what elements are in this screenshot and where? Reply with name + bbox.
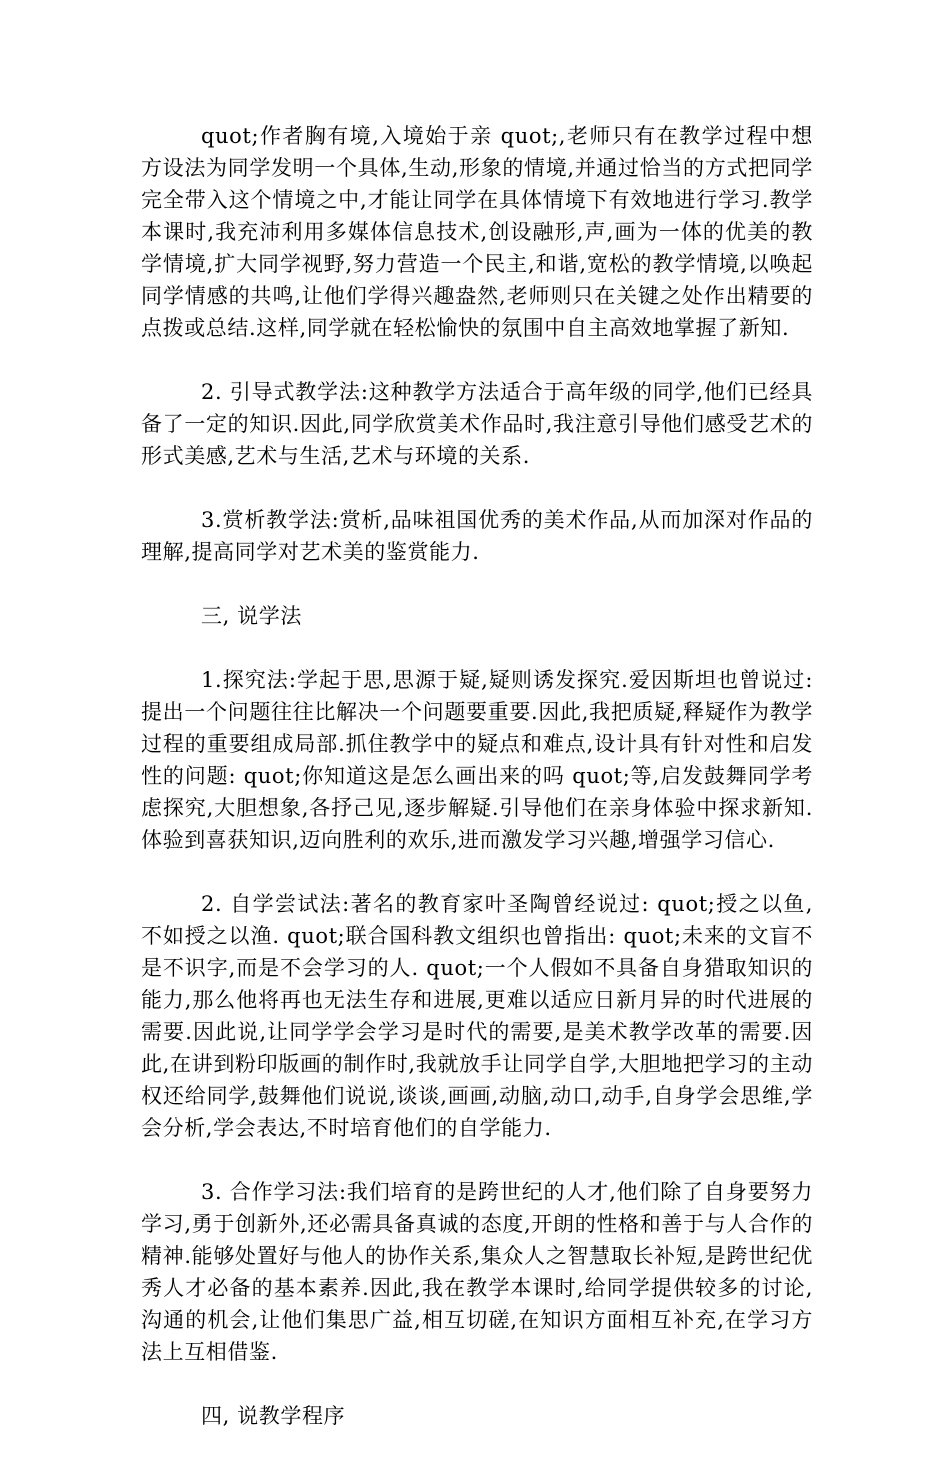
paragraph-guided-teaching: 2. 引导式教学法:这种教学方法适合于高年级的同学,他们已经具备了一定的知识.因此,同学欣赏美术作品时,我注意引导他们感受艺术的形式美感,艺术与生活,艺术与环境的关系.: [141, 380, 813, 468]
section-heading-learning-methods: 三, 说学法: [201, 604, 302, 628]
section-heading-teaching-procedure: 四, 说教学程序: [201, 1404, 346, 1428]
paragraph-appreciation-teaching: 3.赏析教学法:赏析,品味祖国优秀的美术作品,从而加深对作品的理解,提高同学对艺术美的鉴赏能力.: [141, 508, 813, 564]
document-page: [141, 120, 813, 1464]
paragraph-situational-teaching: quot;作者胸有境,入境始于亲 quot;,老师只有在教学过程中想方设法为同学发明一个具体,生动,形象的情境,并通过恰当的方式把同学完全带入这个情境之中,才能让同学在具体情境下有效地进行学习.教学本课时,我充沛利用多媒体信息技术,创设融形,声,画为一体的优美的教学情境,扩大同学视野,努力营造一个民主,和谐,宽松的教学情境,以唤起同学情感的共鸣,让他们学得兴趣盎然,老师则只在关键之处作出精要的点拨或总结.这样,同学就在轻松愉快的氛围中自主高效地掌握了新知.: [141, 124, 813, 340]
paragraph-self-study-method: 2. 自学尝试法:著名的教育家叶圣陶曾经说过: quot;授之以鱼,不如授之以渔. quot;联合国科教文组织也曾指出: quot;未来的文盲不是不识字,而是不会学习的人. quot;一个人假如不具备自身猎取知识的能力,那么他将再也无法生存和进展,更难以适应日新月异的时代进展的需要.因此说,让同学学会学习是时代的需要,是美术教学改革的需要.因此,在讲到粉印版画的制作时,我就放手让同学自学,大胆地把学习的主动权还给同学,鼓舞他们说说,谈谈,画画,动脑,动口,动手,自身学会思维,学会分析,学会表达,不时培育他们的自学能力.: [141, 892, 813, 1140]
paragraph-inquiry-method: 1.探究法:学起于思,思源于疑,疑则诱发探究.爱因斯坦也曾说过:提出一个问题往往比解决一个问题要重要.因此,我把质疑,释疑作为教学过程的重要组成局部.抓住教学中的疑点和难点,设计具有针对性和启发性的问题: quot;你知道这是怎么画出来的吗 quot;等,启发鼓舞同学考虑探究,大胆想象,各抒己见,逐步解疑.引导他们在亲身体验中探求新知.体验到喜获知识,迈向胜利的欢乐,进而激发学习兴趣,增强学习信心.: [141, 668, 813, 852]
paragraph-cooperative-learning: 3. 合作学习法:我们培育的是跨世纪的人才,他们除了自身要努力学习,勇于创新外,还必需具备真诚的态度,开朗的性格和善于与人合作的精神.能够处置好与他人的协作关系,集众人之智慧取长补短,是跨世纪优秀人才必备的基本素养.因此,我在教学本课时,给同学提供较多的讨论,沟通的机会,让他们集思广益,相互切磋,在知识方面相互补充,在学习方法上互相借鉴.: [141, 1180, 813, 1364]
